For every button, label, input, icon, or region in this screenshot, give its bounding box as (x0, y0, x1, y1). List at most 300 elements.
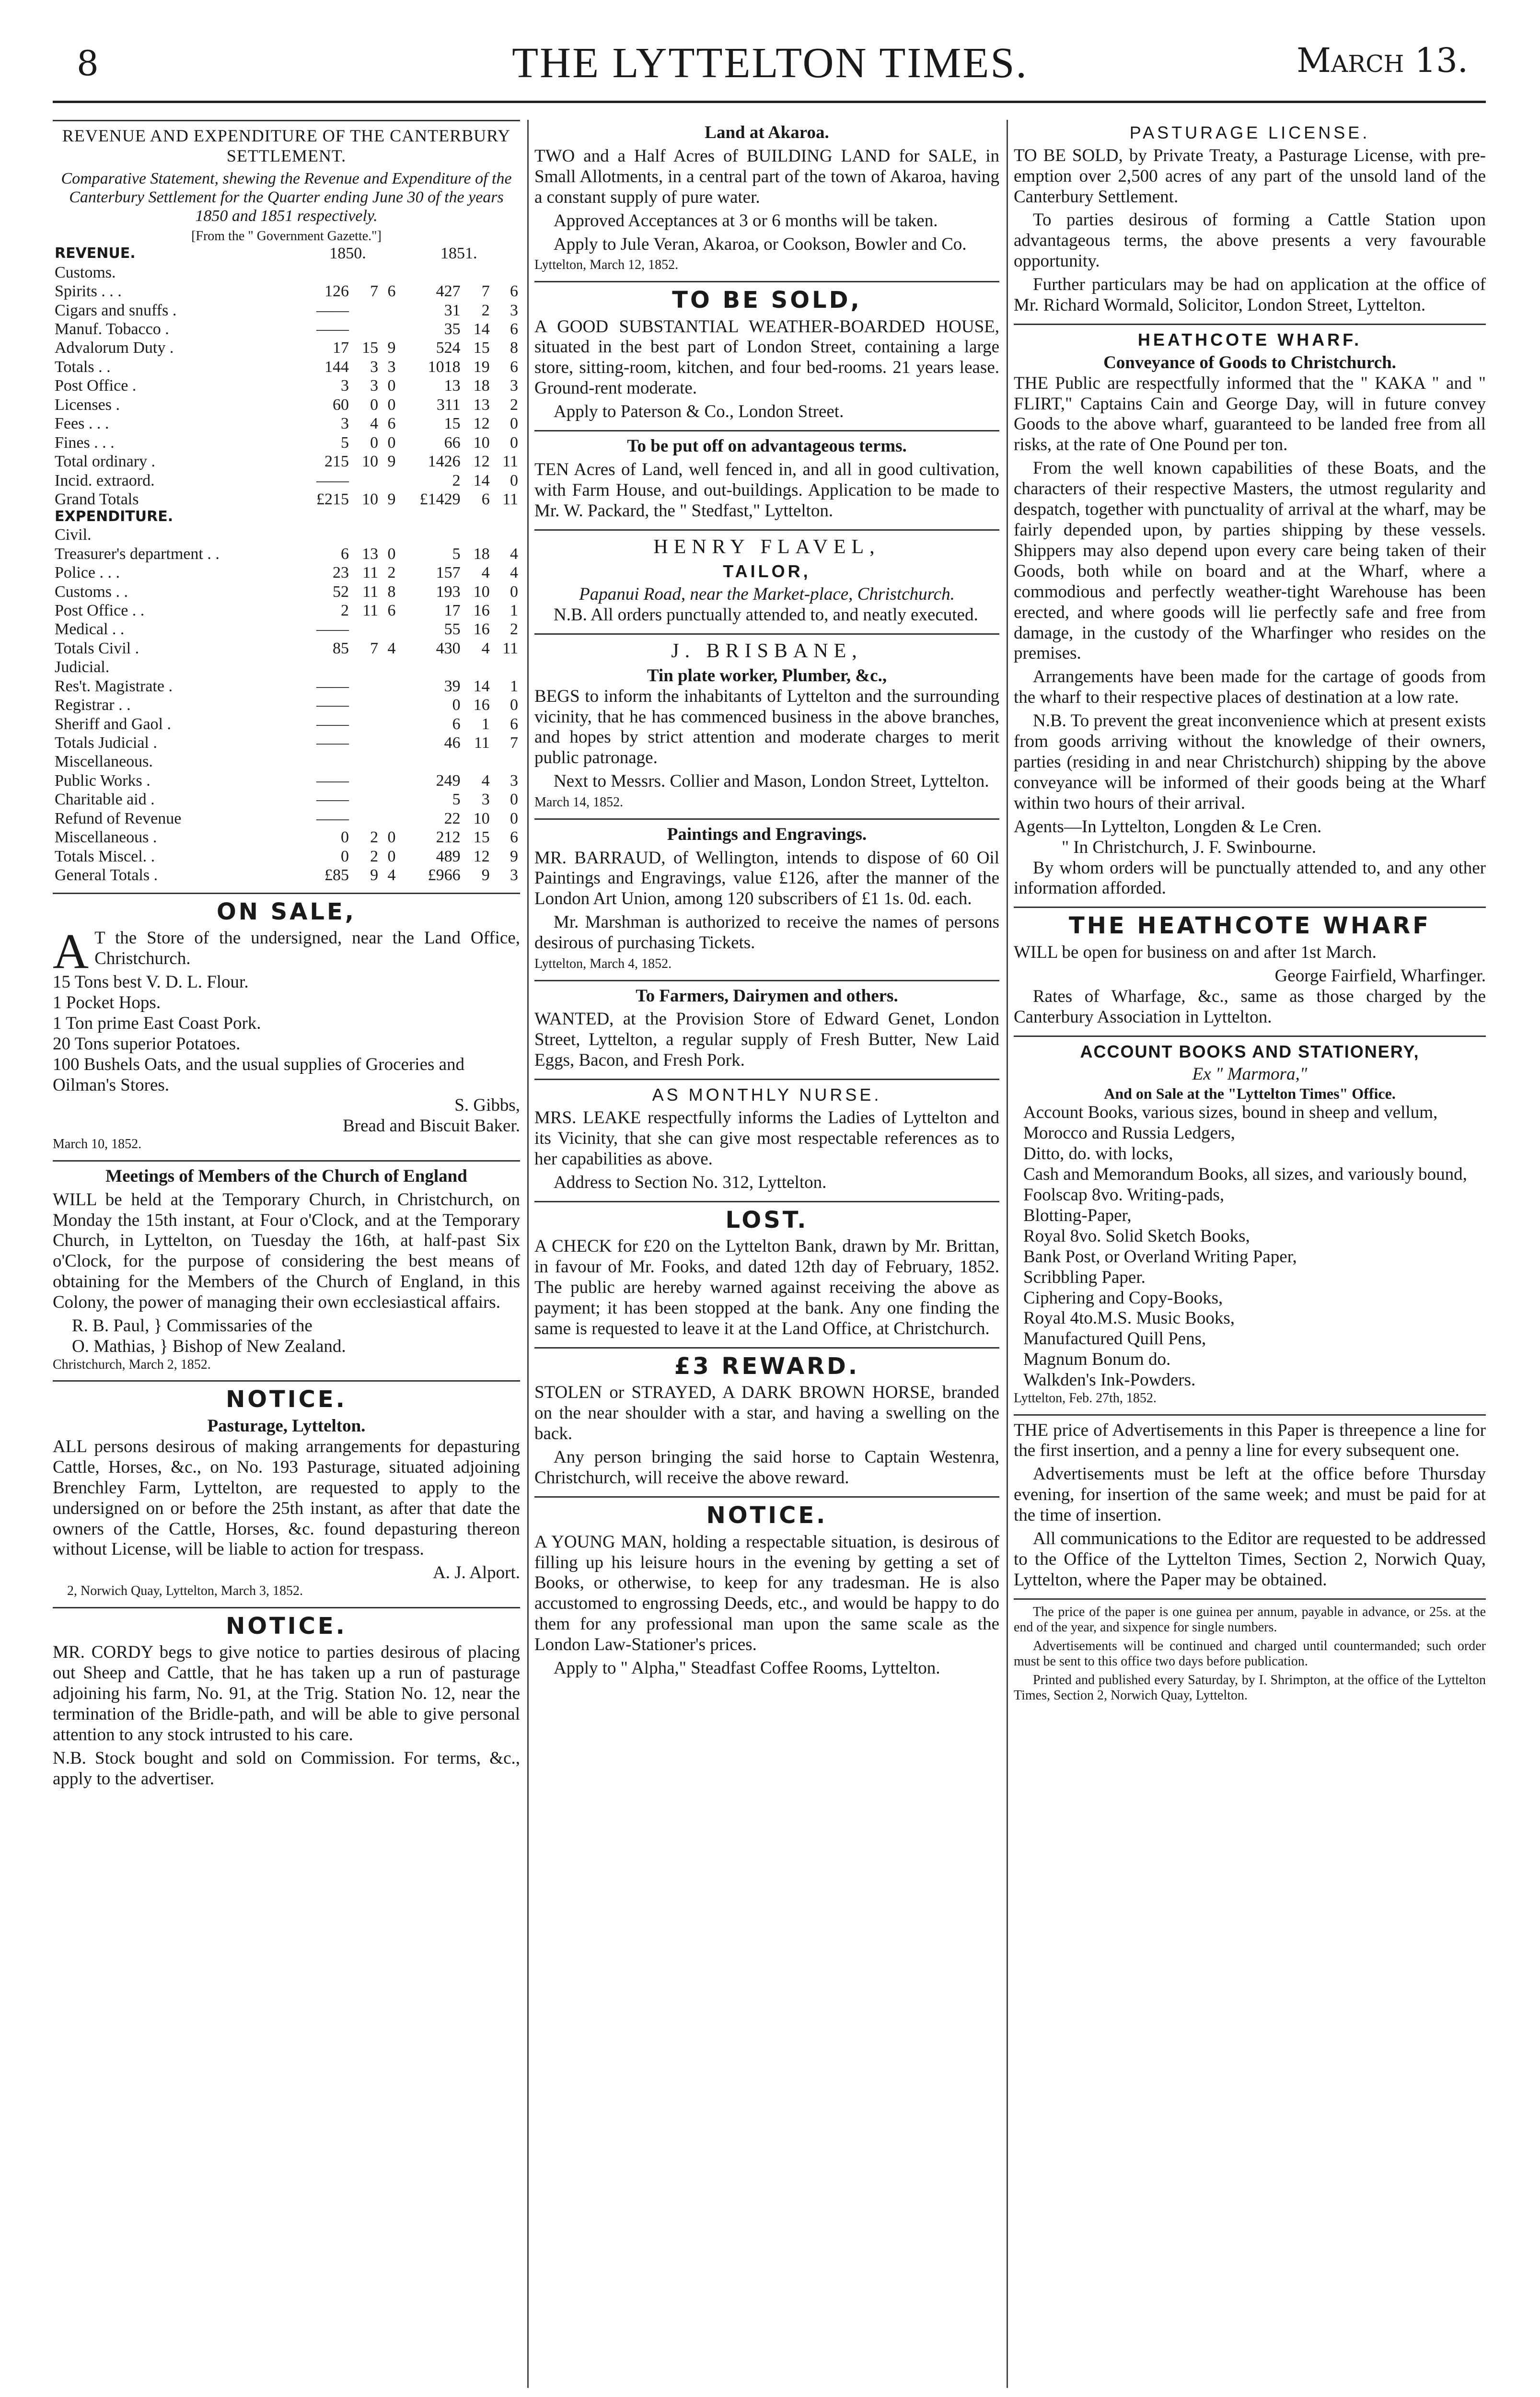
reward-title: £3 REWARD. (674, 1352, 860, 1380)
row-value (298, 263, 351, 282)
brisbane-body2: Next to Messrs. Collier and Mason, London Street, Lyttelton. (554, 771, 989, 791)
row-label: Medical . . (55, 620, 125, 639)
wharf1-agents1: Agents—In Lyttelton, Longden & Le Cren. (1014, 816, 1322, 837)
row-value: 11 (474, 734, 490, 752)
row-value: —— (316, 715, 349, 733)
meetings-title: Meetings of Members of the Church of England (105, 1166, 467, 1186)
akaroa-date: Lyttelton, March 12, 1852. (534, 257, 679, 273)
row-value: 2 (370, 828, 379, 847)
table-row (53, 601, 520, 620)
row-label: Res't. Magistrate . (55, 677, 173, 695)
row-value: 7 (510, 734, 518, 752)
row-value: 0 (452, 696, 461, 714)
tobesold-apply: Apply to Paterson & Co., London Street. (554, 402, 844, 422)
row-value: 12 (473, 453, 490, 471)
meetings-sign1: R. B. Paul, } Commissaries of the (72, 1316, 313, 1336)
imprint-p2: Advertisements will be continued and charged until countermanded; such order must be sent to this office two days before publication. (1014, 1638, 1486, 1669)
cordy-notice-body: MR. CORDY begs to give notice to parties desirous of placing out Sheep and Cattle, that he has taken up a run of pasturage adjoining his farm, No. 91, at the Trig. Station No. 12, near the termination of the Bridle-path, and will be able to give personal attention to any stock intrusted to his care. (53, 1642, 520, 1745)
row-value: 5 (341, 433, 349, 452)
wharf1-agents2: " In Christchurch, J. F. Swinbourne. (1062, 837, 1317, 857)
row-value (351, 301, 380, 320)
row-value: 3 (387, 358, 396, 376)
row-value (492, 658, 520, 676)
row-value (351, 525, 380, 544)
row-value: 0 (510, 433, 518, 452)
row-value: 55 (444, 620, 461, 639)
row-value: —— (316, 301, 349, 319)
row-label: Judicial. (55, 658, 110, 676)
row-value: 2 (510, 620, 518, 639)
row-value: 0 (510, 696, 518, 714)
pasturage-license-body2: To parties desirous of forming a Cattle Station upon advantageous terms, the above presents a very favourable opportunity. (1014, 210, 1486, 271)
column-1 (53, 120, 520, 2388)
row-value: 0 (387, 433, 396, 452)
row-value (380, 301, 397, 320)
row-value (397, 658, 462, 676)
table-row (53, 376, 520, 395)
row-label: Miscellaneous . (55, 828, 157, 847)
row-value (380, 658, 397, 676)
row-value: 4 (387, 866, 396, 884)
books-ex: Ex " Marmora," (1192, 1064, 1308, 1084)
row-value: —— (316, 771, 349, 790)
reward-body2: Any person bringing the said horse to Captain Westenra, Christchurch, will receive the above reward. (534, 1447, 999, 1488)
row-value: 60 (333, 396, 349, 414)
row-value (492, 752, 520, 771)
row-value: 193 (436, 582, 461, 601)
wharf1-title: HEATHCOTE WHARF. (1137, 330, 1362, 349)
row-value: 0 (510, 791, 518, 809)
page-number: 8 (77, 43, 99, 83)
youngman-body2: Apply to " Alpha," Steadfast Coffee Rooms, Lyttelton. (554, 1658, 940, 1678)
row-value (380, 525, 397, 544)
row-value: 6 (481, 490, 490, 508)
row-value: 2 (452, 471, 461, 489)
row-value: 2 (370, 847, 379, 865)
row-value: 14 (473, 471, 490, 489)
row-value: 6 (452, 715, 461, 733)
list-item: 1 Ton prime East Coast Pork. (53, 1013, 261, 1033)
list-item: Foolscap 8vo. Writing-pads, (1023, 1185, 1225, 1205)
brisbane-trade: Tin plate worker, Plumber, &c., (647, 665, 887, 686)
row-value: 4 (387, 639, 396, 657)
row-label: Registrar . . (55, 696, 131, 714)
row-value (463, 263, 492, 282)
list-item: Scribbling Paper. (1023, 1267, 1146, 1287)
row-value: 4 (481, 639, 490, 657)
reward-body: STOLEN or STRAYED, A DARK BROWN HORSE, branded on the near shoulder with a star, and having a swelling on the back. (534, 1383, 999, 1444)
row-value: 9 (387, 490, 396, 508)
table-row (53, 301, 520, 320)
table-row (53, 828, 520, 847)
putoff-title: To be put off on advantageous terms. (627, 436, 907, 456)
table-row (53, 715, 520, 733)
brisbane-body: BEGS to inform the inhabitants of Lyttelton and the surrounding vicinity, that he has commenced business in the above branches, and hopes by strict attention and moderate charges to merit public patronage. (534, 686, 999, 768)
wharf1-body4: N.B. To prevent the great inconvenience which at present exists from goods arriving without the knowledge of their owners, parties (residing in and near Christchurch) shipping by the above conveyance will be informed of their goods being at the Wharf within two hours of their arrival. (1014, 711, 1486, 813)
revenue-source: [From the " Government Gazette."] (191, 228, 382, 244)
row-value: 3 (510, 771, 518, 790)
row-value: 5 (452, 545, 461, 563)
row-value: 15 (444, 415, 461, 433)
row-value: 1 (510, 677, 518, 695)
list-item: Blotting-Paper, (1023, 1205, 1132, 1225)
table-row (53, 358, 520, 376)
table-row (53, 396, 520, 414)
row-value: 5 (452, 791, 461, 809)
row-label: Treasurer's department . . (55, 545, 220, 563)
nurse-body: MRS. LEAKE respectfully informs the Ladies of Lyttelton and its Vicinity, that she can give most respectable references as to her capabilities as above. (534, 1107, 999, 1169)
row-value: 14 (473, 677, 490, 695)
row-value: 12 (473, 847, 490, 865)
list-item: Royal 4to.M.S. Music Books, (1023, 1308, 1235, 1328)
row-label: Customs . . (55, 582, 128, 601)
row-value (463, 525, 492, 544)
row-value: 6 (510, 358, 518, 376)
row-value (397, 525, 462, 544)
row-value: 13 (362, 545, 379, 563)
row-value (351, 752, 380, 771)
cordy-notice-title: NOTICE. (226, 1612, 347, 1640)
putoff-body: TEN Acres of Land, well fenced in, and all in good cultivation, with Farm House, and out-buildings. Application to be made to Mr. W. Packard, the " Stedfast," Lyttelton. (534, 460, 999, 521)
row-value: 13 (444, 377, 461, 395)
row-label: Incid. extraord. (55, 471, 155, 489)
row-value: 0 (370, 433, 379, 452)
table-row (53, 790, 520, 809)
tobesold-body: A GOOD SUBSTANTIAL WEATHER-BOARDED HOUSE, situated in the best part of London Street, containing a large store, sitting-room, kitchen, and four bed-rooms. 21 years lease. Ground-rent moderate. (534, 316, 999, 398)
row-value: 249 (436, 771, 461, 790)
paintings-body2: Mr. Marshman is authorized to receive the names of persons desirous of purchasing Tickets. (534, 912, 999, 953)
row-value: —— (316, 734, 349, 752)
row-value: 6 (387, 415, 396, 433)
row-value: 0 (341, 828, 349, 847)
farmers-title: To Farmers, Dairymen and others. (636, 986, 898, 1006)
list-item: Manufactured Quill Pens, (1023, 1329, 1206, 1349)
wharf2-body2: Rates of Wharfage, &c., same as those charged by the Canterbury Association in Lyttelton. (1014, 986, 1486, 1027)
row-value: 3 (510, 301, 518, 319)
row-value: —— (316, 620, 349, 639)
row-label: Licenses . (55, 396, 120, 414)
row-value: 1 (481, 715, 490, 733)
row-value: 7 (370, 282, 379, 301)
row-value: 9 (510, 847, 518, 865)
table-row (53, 658, 520, 676)
row-value: —— (316, 677, 349, 695)
row-label: Public Works . (55, 771, 151, 790)
row-value: 157 (436, 564, 461, 582)
row-value: 1 (510, 601, 518, 619)
row-value: 2 (341, 601, 349, 619)
tobesold-title: TO BE SOLD, (672, 286, 862, 314)
lost-title: LOST. (725, 1206, 809, 1233)
list-item: Magnum Bonum do. (1023, 1350, 1171, 1370)
pasturage-license-title: PASTURAGE LICENSE. (1129, 123, 1370, 142)
row-value: 4 (510, 545, 518, 563)
row-label: Police . . . (55, 564, 120, 582)
row-value: 16 (473, 696, 490, 714)
row-value: 3 (370, 377, 379, 395)
masthead: THE LYTTELTON TIMES. (512, 39, 1028, 87)
row-label: Customs. (55, 263, 116, 281)
row-value (380, 733, 397, 752)
table-row (53, 752, 520, 771)
row-value: 215 (324, 453, 349, 471)
row-value (298, 525, 351, 544)
table-row (53, 545, 520, 563)
row-value: 7 (481, 282, 490, 301)
list-item: 15 Tons best V. D. L. Flour. (53, 972, 249, 992)
row-value: 6 (510, 282, 518, 301)
akaroa-apply: Apply to Jule Veran, Akaroa, or Cookson, Bowler and Co. (554, 234, 967, 254)
wharf1-body3: Arrangements have been made for the cartage of goods from the wharf to their respective places of destination at a low rate. (1014, 667, 1486, 708)
row-value (351, 263, 380, 282)
onsale-signer2: Bread and Biscuit Baker. (343, 1116, 520, 1136)
row-label: Totals Miscel. . (55, 847, 155, 865)
brisbane-name: J. BRISBANE, (671, 640, 863, 663)
row-value: 14 (473, 320, 490, 338)
row-value: 3 (341, 377, 349, 395)
wharf1-body2: From the well known capabilities of these Boats, and the characters of their respective Masters, the utmost regularity and despatch, together with punctuality of arrival at the wharf, may be fairly depended upon, by parties shipping by these vessels. Shippers may also depend upon every care being taken of their Goods, both while on board and at the Wharf, where a commodious and perfectly weather-tight Warehouse has been erected, and where goods will lie perfectly safe and free from damage, in the custody of the Wharfinger who resides on the premises. (1014, 458, 1486, 663)
table-row (53, 847, 520, 866)
list-item: Cash and Memorandum Books, all sizes, and variously bound, (1023, 1164, 1467, 1185)
row-value: 9 (481, 866, 490, 884)
revenue-subtitle: Comparative Statement, shewing the Revenue and Expenditure of the Canterbury Settlement for the Quarter ending June 30 of the years 1850 and 1851 respectively. (61, 169, 512, 225)
row-value: 11 (502, 453, 518, 471)
row-value: —— (316, 791, 349, 809)
row-label: Civil. (55, 526, 92, 544)
row-value (351, 809, 380, 828)
column-3 (1014, 120, 1486, 2388)
imprint-p1: The price of the paper is one guinea per annum, payable in advance, or 25s. at the end of the year, and sixpence for single numbers. (1014, 1604, 1486, 1635)
row-value: 0 (510, 582, 518, 601)
list-item: 20 Tons superior Potatoes. (53, 1034, 241, 1054)
pasturage-notice-date: 2, Norwich Quay, Lyttelton, March 3, 1852. (67, 1583, 303, 1599)
flavel-address: Papanui Road, near the Market-place, Christchurch. (579, 584, 955, 605)
lost-body: A CHECK for £20 on the Lyttelton Bank, drawn by Mr. Brittan, in favour of Mr. Fooks, and dated 12th day of February, 1852. The public are hereby warned against receiving the above as payment; it has been stopped at the bank. Any one finding the same is requested to leave it at the Land Office, at Christchurch. (534, 1236, 999, 1338)
row-value: —— (316, 471, 349, 489)
pasturage-license-body: TO BE SOLD, by Private Treaty, a Pasturage License, with pre-emption over 2,500 acres of any part of the unsold land of the Canterbury Settlement. (1014, 145, 1486, 207)
row-value: 39 (444, 677, 461, 695)
row-value (380, 263, 397, 282)
row-value: 46 (444, 734, 461, 752)
row-value: 11 (362, 564, 379, 582)
row-value: 4 (481, 564, 490, 582)
row-value: 212 (436, 828, 461, 847)
row-value: 427 (436, 282, 461, 301)
year-1850: 1850. (329, 244, 366, 263)
flavel-name: HENRY FLAVEL, (653, 535, 880, 558)
list-item: 1 Pocket Hops. (53, 992, 161, 1012)
revenue-table (53, 244, 520, 884)
column-2 (534, 120, 999, 2388)
brisbane-date: March 14, 1852. (534, 795, 624, 810)
books-date: Lyttelton, Feb. 27th, 1852. (1014, 1391, 1157, 1406)
row-value (397, 752, 462, 771)
row-value: 0 (370, 396, 379, 414)
row-value (380, 471, 397, 490)
row-value: 9 (370, 866, 379, 884)
row-value: 6 (510, 715, 518, 733)
issue-date: March 13. (1297, 41, 1468, 80)
row-value (380, 677, 397, 696)
row-value (492, 263, 520, 282)
row-value: 6 (341, 545, 349, 563)
flavel-trade: TAILOR, (723, 561, 811, 582)
row-label: Fines . . . (55, 433, 115, 452)
row-value: 35 (444, 320, 461, 338)
table-row (53, 733, 520, 752)
row-value: 0 (510, 809, 518, 827)
row-value: 18 (473, 545, 490, 563)
row-value: 12 (473, 415, 490, 433)
row-value: 31 (444, 301, 461, 319)
row-value: 2 (510, 396, 518, 414)
row-value: 311 (436, 396, 461, 414)
table-row (53, 866, 520, 884)
row-value: 3 (341, 415, 349, 433)
row-value (492, 525, 520, 544)
row-value: 4 (370, 415, 379, 433)
row-value: 8 (387, 582, 396, 601)
youngman-title: NOTICE. (706, 1501, 828, 1529)
row-label: Spirits . . . (55, 282, 122, 301)
row-value: 17 (333, 339, 349, 357)
pasturage-notice-body: ALL persons desirous of making arrangements for depasturing Cattle, Horses, &c., on No. 193 Pasturage, situated adjoining Brenchley Farm, Lyttelton, are requested to apply to the undersigned on or before the 25th instant, as after that date the owners of the Cattle, Horses, &c. found depasturing thereon without License, will be liable to action for trespass. (53, 1436, 520, 1559)
column-divider (1007, 120, 1008, 2388)
row-label: Charitable aid . (55, 791, 155, 809)
row-label: Advalorum Duty . (55, 339, 174, 357)
revenue-title: REVENUE AND EXPENDITURE OF THE CANTERBURY SETTLEMENT. (62, 126, 511, 165)
paintings-body: MR. BARRAUD, of Wellington, intends to dispose of 60 Oil Paintings and Engravings, value £126, after the manner of the London Art Union, among 120 subscribers of £1 1s. 0d. each. (534, 848, 999, 909)
cordy-notice-nb: N.B. Stock bought and sold on Commission. For terms, &c., apply to the advertiser. (53, 1748, 520, 1789)
row-label: Refund of Revenue (55, 809, 182, 827)
table-row (53, 582, 520, 601)
row-value (351, 771, 380, 790)
row-value: 430 (436, 639, 461, 657)
row-value: 489 (436, 847, 461, 865)
row-value: 524 (436, 339, 461, 357)
list-item: Walkden's Ink-Powders. (1023, 1370, 1196, 1390)
row-value: 8 (510, 339, 518, 357)
row-value: £966 (428, 866, 461, 884)
row-value (351, 790, 380, 809)
row-value: 6 (387, 282, 396, 301)
wharf2-signer: George Fairfield, Wharfinger. (1274, 966, 1486, 986)
table-row (53, 452, 520, 471)
advert-terms-body2: Advertisements must be left at the office before Thursday evening, for insertion of the same week; and must be paid for at the time of insertion. (1014, 1464, 1486, 1525)
row-value: 22 (444, 809, 461, 827)
table-row (53, 771, 520, 790)
list-item: Bank Post, or Overland Writing Paper, (1023, 1246, 1297, 1267)
row-value: 15 (473, 339, 490, 357)
books-sale: And on Sale at the "Lyttelton Times" Office. (1104, 1085, 1396, 1103)
row-value: 0 (387, 396, 396, 414)
akaroa-title: Land at Akaroa. (705, 123, 829, 142)
table-row (53, 639, 520, 658)
row-value: 11 (362, 582, 379, 601)
row-label: Miscellaneous. (55, 753, 153, 771)
row-value: 0 (510, 415, 518, 433)
row-value: 7 (370, 639, 379, 657)
books-items (1014, 1103, 1486, 1391)
row-value: 0 (341, 847, 349, 865)
table-row (53, 338, 520, 357)
wharf2-title: THE HEATHCOTE WHARF (1069, 912, 1431, 940)
table-row (53, 282, 520, 301)
paintings-date: Lyttelton, March 4, 1852. (534, 956, 672, 972)
revenue-head: REVENUE. (55, 244, 136, 262)
onsale-intro: T the Store of the undersigned, near the Land Office, Christchurch. (94, 928, 520, 969)
row-value: 11 (502, 639, 518, 657)
youngman-body: A YOUNG MAN, holding a respectable situation, is desirous of filling up his leisure hours in the evening by getting a set of Books, or otherwise, to keep for any tradesman. He is also accustomed to engrossing Deeds, etc., and would be happy to do them for any professional man upon the same scale as the London Law-Stationer's prices. (534, 1532, 999, 1655)
row-value: 3 (510, 377, 518, 395)
row-value (463, 752, 492, 771)
pasturage-notice-title: NOTICE. (226, 1386, 347, 1413)
row-value: 6 (510, 320, 518, 338)
meetings-date: Christchurch, March 2, 1852. (53, 1357, 211, 1372)
row-label: Sheriff and Gaol . (55, 715, 171, 733)
row-value: 52 (333, 582, 349, 601)
row-value: 11 (502, 490, 518, 508)
row-value (351, 715, 380, 733)
table-row (53, 696, 520, 714)
table-row (53, 471, 520, 490)
table-row (53, 320, 520, 338)
header-rule (53, 101, 1486, 103)
row-value (397, 263, 462, 282)
row-value (351, 620, 380, 639)
onsale-title: ON SALE, (216, 898, 356, 925)
row-value: 16 (473, 620, 490, 639)
row-label: Cigars and snuffs . (55, 301, 177, 319)
page-header (0, 0, 1540, 113)
list-item: Ciphering and Copy-Books, (1023, 1288, 1223, 1308)
row-value (380, 620, 397, 639)
row-value: £1429 (419, 490, 461, 508)
row-value: 66 (444, 433, 461, 452)
row-value: 0 (387, 828, 396, 847)
row-value: 2 (481, 301, 490, 319)
books-title: ACCOUNT BOOKS AND STATIONERY, (1080, 1041, 1420, 1061)
table-row (53, 414, 520, 433)
list-item: Royal 8vo. Solid Sketch Books, (1023, 1226, 1250, 1246)
row-value (380, 771, 397, 790)
row-value (351, 677, 380, 696)
row-value: 3 (370, 358, 379, 376)
row-value: 6 (387, 601, 396, 619)
advert-terms-body3: All communications to the Editor are requested to be addressed to the Office of the Lyttelton Times, Section 2, Norwich Quay, Lyttelton, where the Paper may be obtained. (1014, 1529, 1486, 1590)
row-value: 2 (387, 564, 396, 582)
meetings-body: WILL be held at the Temporary Church, in Christchurch, on Monday the 15th instant, at Four o'Clock, and at the Temporary Church, in Lyttelton, on Tuesday the 16th, at half-past Six o'Clock, for the purpose of considering the best means of obtaining for the Members of the Church of England, in this Colony, the power of managing their own ecclesiastical affairs. (53, 1189, 520, 1313)
row-label: Total ordinary . (55, 453, 156, 471)
row-value: 18 (473, 377, 490, 395)
row-value: 15 (362, 339, 379, 357)
row-value: 10 (473, 809, 490, 827)
table-row (53, 490, 520, 509)
row-value: —— (316, 696, 349, 714)
row-value: 11 (362, 601, 379, 619)
row-value: 144 (324, 358, 349, 376)
row-value: 10 (362, 490, 379, 508)
wharf1-body: THE Public are respectfully informed that the " KAKA " and " FLIRT," Captains Cain and George Day, will in future convey Goods to the above wharf, guaranteed to be landed free from all risks, at the rate of One Pound per ton. (1014, 373, 1486, 455)
row-value: 10 (362, 453, 379, 471)
row-value: 3 (481, 791, 490, 809)
row-value: 4 (510, 564, 518, 582)
row-label: Fees . . . (55, 415, 109, 433)
row-label: General Totals . (55, 866, 158, 884)
table-row (53, 263, 520, 282)
list-item: 100 Bushels Oats, and the usual supplies of Groceries and Oilman's Stores. (53, 1054, 465, 1095)
pasturage-notice-subtitle: Pasturage, Lyttelton. (207, 1416, 366, 1436)
